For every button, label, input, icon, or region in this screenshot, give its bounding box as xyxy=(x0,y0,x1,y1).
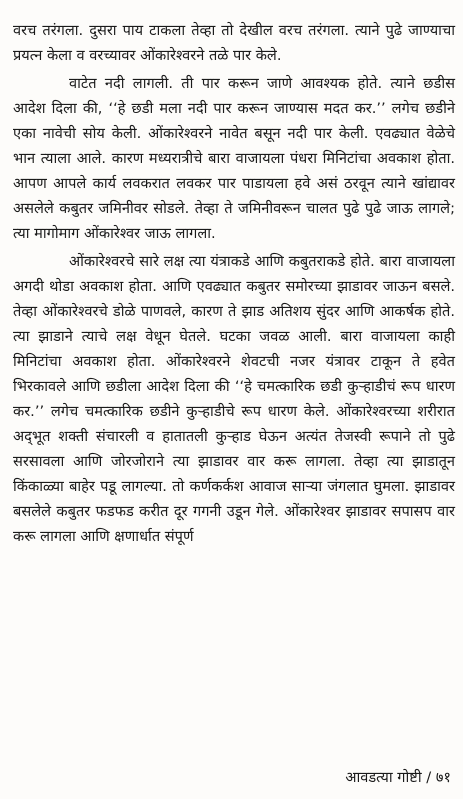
paragraph-2: वाटेत नदी लागली. ती पार करून जाणे आवश्यक होते. त्याने छडीस आदेश दिला की, ‘‘हे छडी मला नदी पार करून जाण्यास मदत कर.’’ लगेच छडीने एका नावेची सोय केली. ओंकारेश्वरने नावेत बसून नदी पार केली. एवढ्यात वेळेचे भान त्याला आले. कारण मध्यरात्रीचे बारा वाजायला पंधरा मिनिटांचा अवकाश होता. आपण आपले कार्य लवकरात लवकर पार पाडायला हवे असं ठरवून त्याने खांद्यावर असलेले कबुतर जमिनीवर सोडले. तेव्हा ते जमिनीवरून चालत पुढे पुढे जाऊ लागले; त्या मागोमाग ओंकारेश्वर जाऊ लागला. xyxy=(13,75,455,242)
paragraph-1: वरच तरंगला. दुसरा पाय टाकला तेव्हा तो देखील वरच तरंगला. त्याने पुढे जाण्याचा प्रयत्न केला व वरच्यावर ओंकारेश्वरने तळे पार केले. xyxy=(13,22,455,64)
footer-book-title: आवडत्या गोष्टी xyxy=(345,769,422,786)
footer-page-number: ७१ xyxy=(435,769,451,786)
paragraph-3: ओंकारेश्वरचे सारे लक्ष त्या यंत्राकडे आणि कबुतराकडे होते. बारा वाजायला अगदी थोडा अवकाश होता. आणि एवढ्यात कबुतर समोरच्या झाडावर जाऊन बसले. तेव्हा ओंकारेश्वरचे डोळे पाणवले, कारण ते झाड अतिशय सुंदर आणि आकर्षक होते. त्या झाडाने त्याचे लक्ष वेधून घेतले. घटका जवळ आली. बारा वाजायला काही मिनिटांचा अवकाश होता. ओंकारेश्वरने शेवटची नजर यंत्रावर टाकून ते हवेत भिरकावले आणि छडीला आदेश दिला की ‘‘हे चमत्कारिक छडी कुऱ्हाडीचं रूप धारण कर.’’ लगेच चमत्कारिक छडीने कुऱ्हाडीचे रूप धारण केले. ओंकारेश्वरच्या शरीरात अद्‌भूत शक्ती संचारली व हातातली कुऱ्हाड घेऊन अत्यंत तेजस्वी रूपाने तो पुढे सरसावला आणि जोरजोराने त्या झाडावर वार करू लागला. तेव्हा त्या झाडातून किंकाळ्या बाहेर पडू लागल्या. तो कर्णकर्कश आवाज साऱ्या जंगलात घुमला. झाडावर बसलेले कबुतर फडफड करीत दूर गगनी उडून गेले. ओंकारेश्वर झाडावर सपासप वार करू लागला आणि क्षणार्धात संपूर्ण xyxy=(13,253,455,545)
footer-separator: / xyxy=(426,769,432,786)
page-footer xyxy=(345,765,451,790)
page-body xyxy=(13,18,455,549)
